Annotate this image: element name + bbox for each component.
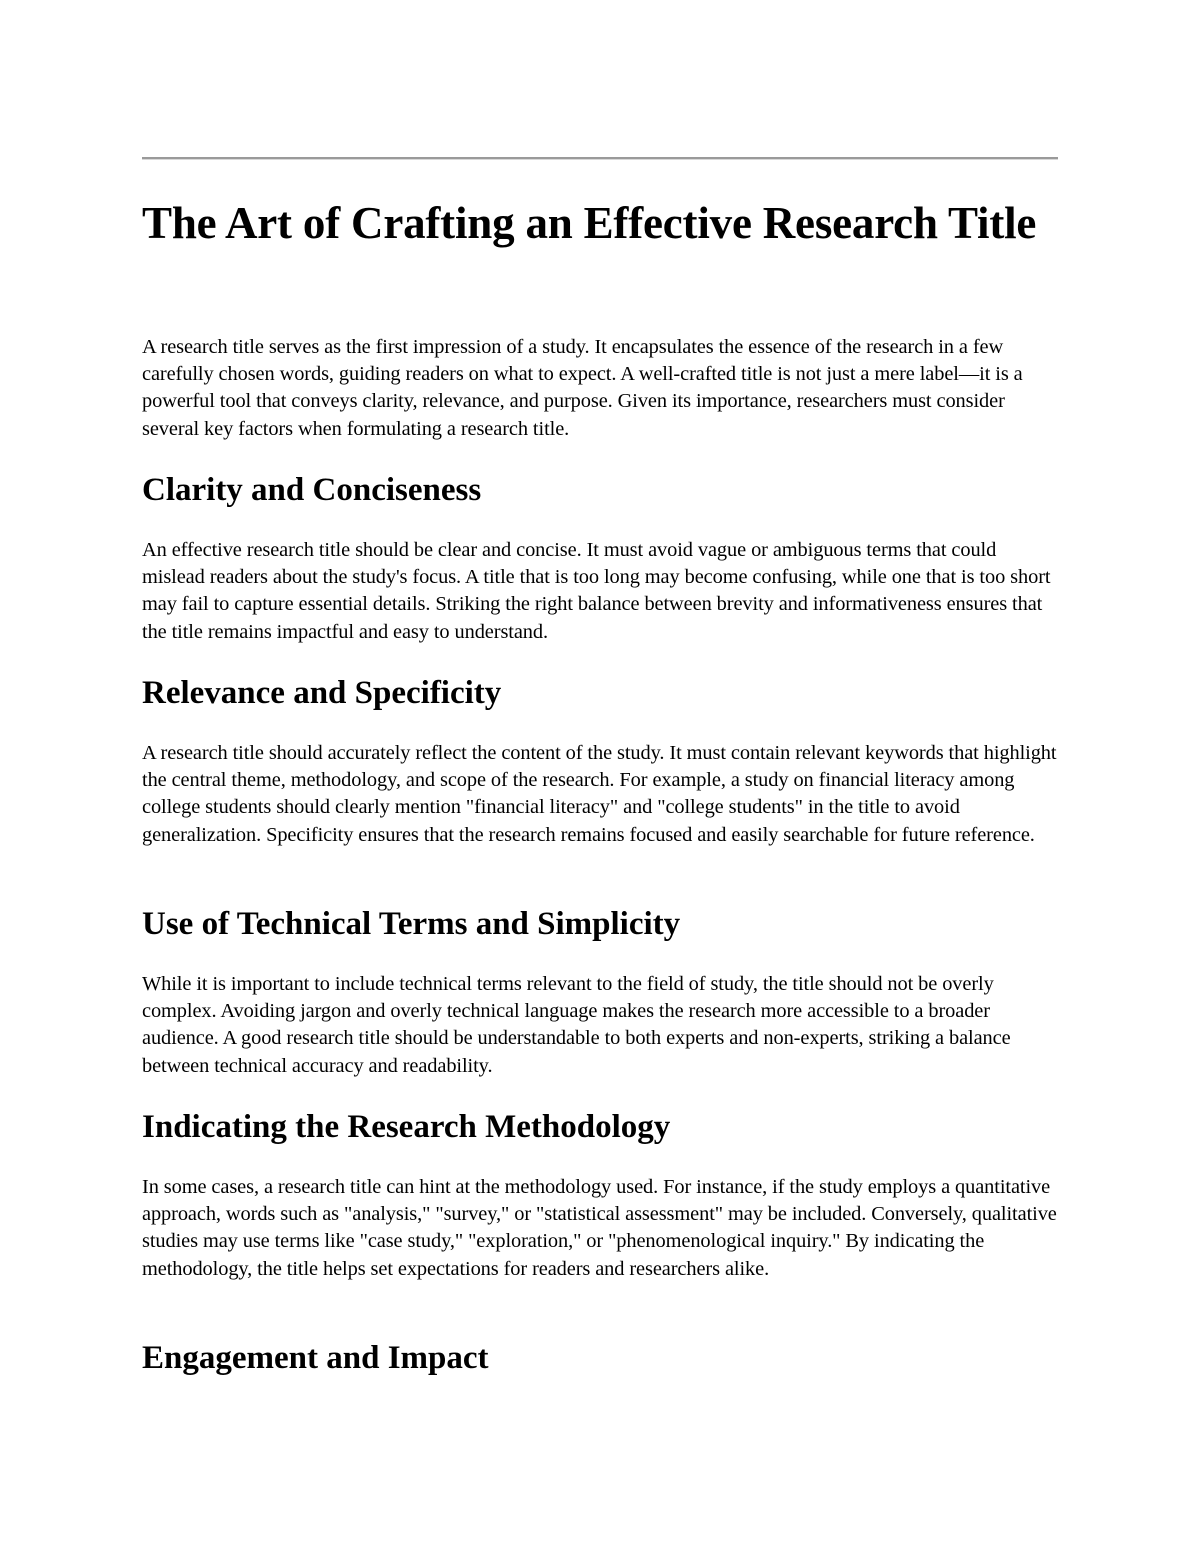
intro-paragraph: A research title serves as the first impression of a study. It encapsulates the essence of the research in a few carefully chosen words, guiding readers on what to expect. A well-crafted title is not just a mere label—it is a powerful tool that conveys clarity, relevance, and purpose. Given its importance, researchers must consider several key factors when formulating a research title. xyxy=(142,336,1023,440)
section-body-methodology: In some cases, a research title can hint at the methodology used. For instance, if the study employs a quantitative approach, words such as "analysis," "survey," or "statistical assessment" may be included. Conversely, qualitative studies may use terms like "case study," "exploration," or "phenomenological inquiry." By indicating the methodology, the title helps set expectations for readers and researchers alike. xyxy=(142,1176,1057,1280)
horizontal-rule xyxy=(142,157,1058,160)
section-heading-clarity: Clarity and Conciseness xyxy=(142,472,482,508)
section-body-clarity: An effective research title should be clear and concise. It must avoid vague or ambiguous terms that could mislead readers about the study's focus. A title that is too long may become confusing, while one that is too short may fail to capture essential details. Striking the right balance between brevity and informativeness ensures that the title remains impactful and easy to understand. xyxy=(142,539,1051,643)
section-heading-relevance: Relevance and Specificity xyxy=(142,675,502,711)
section-body-technical-terms: While it is important to include technical terms relevant to the field of study, the title should not be overly complex. Avoiding jargon and overly technical language makes the research more accessible to a broader audience. A good research title should be understandable to both experts and non-experts, striking a balance between technical accuracy and readability. xyxy=(142,973,1011,1077)
section-heading-methodology: Indicating the Research Methodology xyxy=(142,1109,671,1145)
section-heading-engagement: Engagement and Impact xyxy=(142,1340,489,1376)
document-title: The Art of Crafting an Effective Research Title xyxy=(142,198,1037,248)
section-heading-technical-terms: Use of Technical Terms and Simplicity xyxy=(142,906,681,942)
section-body-relevance: A research title should accurately reflect the content of the study. It must contain relevant keywords that highlight the central theme, methodology, and scope of the research. For example, a study on financial literacy among college students should clearly mention "financial literacy" and "college students" in the title to avoid generalization. Specificity ensures that the research remains focused and easily searchable for future reference. xyxy=(142,742,1057,846)
